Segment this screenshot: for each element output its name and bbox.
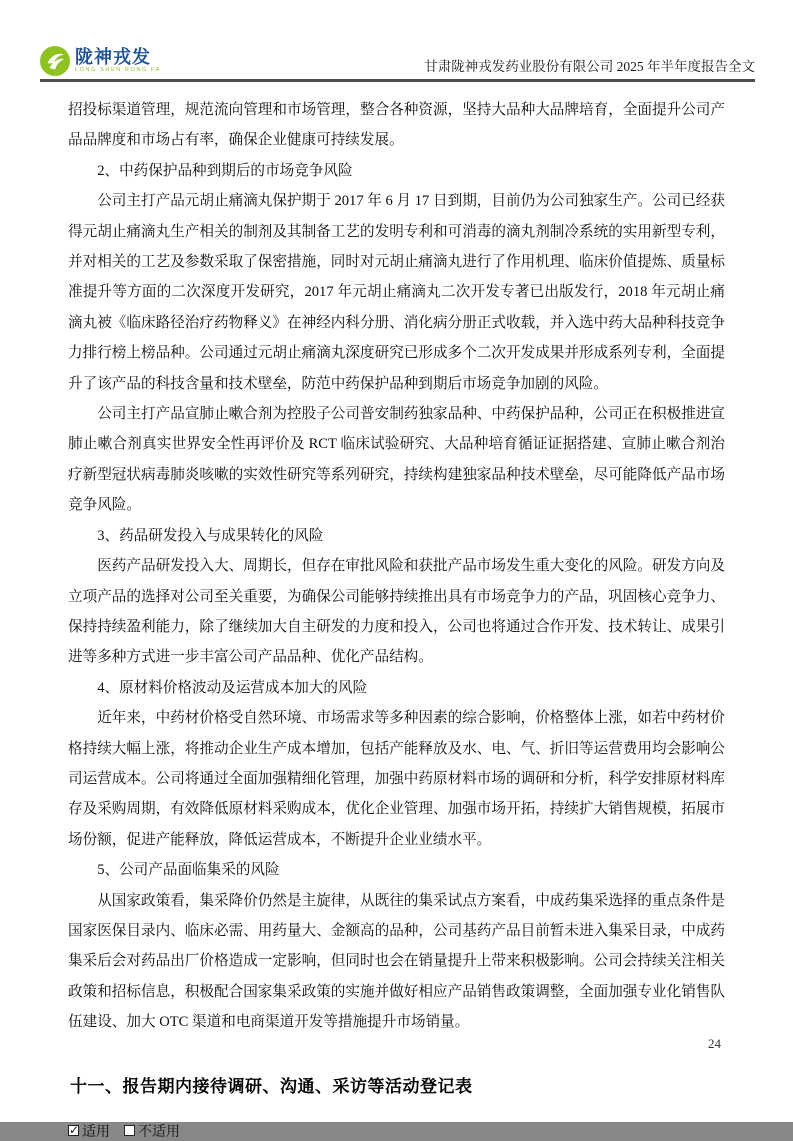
logo-text xyxy=(75,48,161,74)
paragraph: 医药产品研发投入大、周期长，但存在审批风险和获批产品市场发生重大变化的风险。研发方向及立项产品的选择对公司至关重要，为确保公司能够持续推出具有市场竞争力的产品，巩固核心竞争力、保持持续盈利能力，除了继续加大自主研发的力度和投入，公司也将通过合作开发、技术转让、成果引进等多种方式进一步丰富公司产品品种、优化产品结构。 xyxy=(68,558,725,666)
paragraph: 公司主打产品元胡止痛滴丸保护期于 2017 年 6 月 17 日到期，目前仍为公司独家生产。公司已经获得元胡止痛滴丸生产相关的制剂及其制备工艺的发明专利和可消毒的滴丸剂制冷系统的实用新型专利，并对相关的工艺及参数采取了保密措施，同时对元胡止痛滴丸进行了作用机理、临床价值提炼、质量标准提升等方面的二次深度开发研究，2017 年元胡止痛滴丸二次开发专著已出版发行，2018 年元胡止痛滴丸被《临床路径治疗药物释义》在神经内科分册、消化病分册正式收载，并入选中药大品种科技竞争力排行榜上榜品种。公司通过元胡止痛滴丸深度研究已形成多个二次开发成果并形成系列专利，全面提升了该产品的科技含量和技术壁垒，防范中药保护品种到期后市场竞争加剧的风险。 xyxy=(68,193,725,392)
section-heading: 十一、报告期内接待调研、沟通、采访等活动登记表 xyxy=(70,1076,473,1096)
page-header xyxy=(40,40,755,82)
paragraph-list xyxy=(68,95,725,1038)
logo-english-name: LONG SHEN RONG FA xyxy=(75,67,161,74)
not-applicable-option[interactable] xyxy=(124,1121,180,1141)
paragraph: 招投标渠道管理，规范流向管理和市场管理，整合各种资源，坚持大品种大品牌培育，全面提升公司产品品牌度和市场占有率，确保企业健康可持续发展。 xyxy=(68,102,725,149)
logo-chinese-name: 陇神戎发 xyxy=(75,47,151,68)
paragraph: 从国家政策看，集采降价仍然是主旋律，从既往的集采试点方案看，中成药集采选择的重点条件是国家医保目录内、临床必需、用药量大、金额高的品种，公司基药产品目前暂未进入集采目录，中成药集采后会对药品出厂价格造成一定影响，但同时也会在销量提升上带来积极影响。公司会持续关注相关政策和招标信息，积极配合国家集采政策的实施并做好相应产品销售政策调整，全面加强专业化销售队伍建设、加大 OTC 渠道和电商渠道开发等措施提升市场销量。 xyxy=(68,892,725,1031)
unchecked-checkbox-icon[interactable] xyxy=(124,1125,135,1136)
applicable-label: 适用 xyxy=(82,1124,110,1140)
not-applicable-label: 不适用 xyxy=(138,1124,180,1140)
report-content xyxy=(68,95,725,1141)
paragraph: 近年来，中药材价格受自然环境、市场需求等多种因素的综合影响，价格整体上涨，如若中药材价格持续大幅上涨，将推动企业生产成本增加，包括产能释放及水、电、气、折旧等运营费用均会影响公司运营成本。公司将通过全面加强精细化管理，加强中药原材料市场的调研和分析，科学安排原材料库存及采购周期，有效降低原材料采购成本，优化企业管理、加强市场开拓，持续扩大销售规模，拓展市场份额，促进产能释放，降低运营成本，不断提升企业业绩水平。 xyxy=(68,710,725,848)
applicable-option[interactable] xyxy=(68,1121,110,1141)
paragraph: 公司主打产品宣肺止嗽合剂为控股子公司普安制药独家品种、中药保护品种，公司正在积极推进宣肺止嗽合剂真实世界安全性再评价及 RCT 临床试验研究、大品种培育循证证据搭建、宣肺止嗽合剂治疗新型冠状病毒肺炎咳嗽的实效性研究等系列研究，持续构建独家品种技术壁垒，尽可能降低产品市场竞争风险。 xyxy=(68,406,725,514)
paragraph: 3、药品研发投入与成果转化的风险 xyxy=(97,527,324,544)
company-logo xyxy=(40,46,161,76)
paragraph: 2、中药保护品种到期后的市场竞争风险 xyxy=(97,162,353,179)
report-header-title: 甘肃陇神戎发药业股份有限公司 2025 年半年度报告全文 xyxy=(424,59,755,74)
paragraph: 5、公司产品面临集采的风险 xyxy=(97,862,280,879)
checked-checkbox-icon[interactable] xyxy=(68,1125,79,1136)
applicability-line xyxy=(68,1121,725,1141)
longshen-logo-icon xyxy=(40,46,70,76)
page-number: 24 xyxy=(708,1036,721,1051)
paragraph: 4、原材料价格波动及运营成本加大的风险 xyxy=(97,679,368,696)
